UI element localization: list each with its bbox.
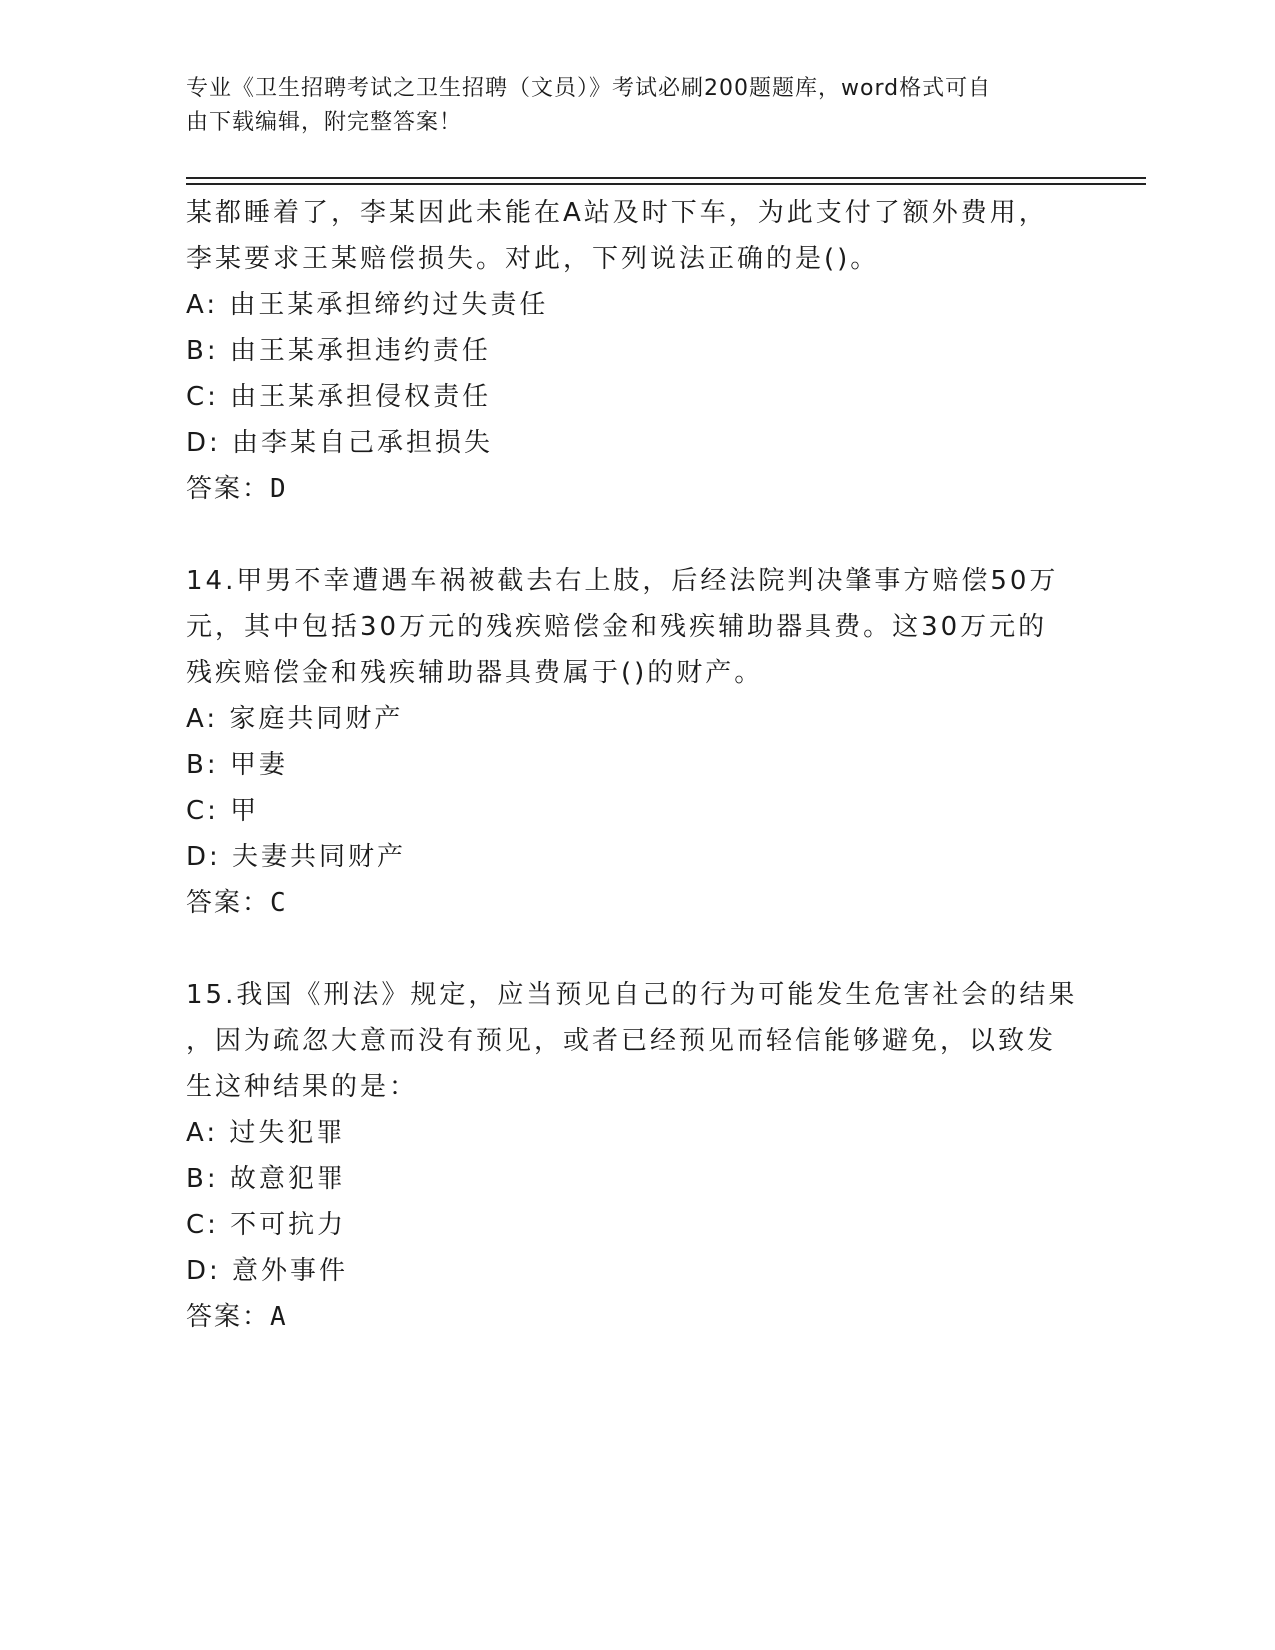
question-15-stem-line-3: 生这种结果的是： — [186, 1072, 419, 1102]
question-15-stem-line-2: ，因为疏忽大意而没有预见，或者已经预见而轻信能够避免，以致发 — [186, 1026, 1057, 1056]
question-13-option-c: C: 由王某承担侵权责任 — [186, 382, 492, 412]
question-15 — [186, 972, 1086, 1340]
question-13-option-a: A: 由王某承担缔约过失责任 — [186, 290, 549, 320]
question-14-option-b: B: 甲妻 — [186, 750, 288, 780]
question-14-answer: 答案：C — [186, 888, 288, 918]
question-13-stem-line-2: 李某要求王某赔偿损失。对此，下列说法正确的是()。 — [186, 244, 880, 274]
question-15-option-c: C: 不可抗力 — [186, 1210, 347, 1240]
question-spacer — [186, 926, 1086, 972]
question-14-option-a: A: 家庭共同财产 — [186, 704, 404, 734]
question-13 — [186, 190, 1086, 512]
question-14 — [186, 558, 1086, 926]
question-14-option-d: D: 夫妻共同财产 — [186, 842, 407, 872]
question-14-stem-line-1: 14.甲男不幸遭遇车祸被截去右上肢，后经法院判决肇事方赔偿50万 — [186, 566, 1059, 596]
question-15-option-b: B: 故意犯罪 — [186, 1164, 346, 1194]
header-divider-bottom — [186, 183, 1146, 185]
document-header — [186, 72, 1066, 140]
question-spacer — [186, 512, 1086, 558]
question-14-stem-line-2: 元，其中包括30万元的残疾赔偿金和残疾辅助器具费。这30万元的 — [186, 612, 1048, 642]
header-divider-top — [186, 177, 1146, 179]
header-line-1: 专业《卫生招聘考试之卫生招聘（文员）》考试必刷200题题库，word格式可自 — [186, 76, 992, 101]
question-15-stem-line-1: 15.我国《刑法》规定，应当预见自己的行为可能发生危害社会的结果 — [186, 980, 1078, 1010]
question-14-option-c: C: 甲 — [186, 796, 260, 826]
question-13-option-d: D: 由李某自己承担损失 — [186, 428, 494, 458]
question-15-answer: 答案：A — [186, 1302, 288, 1332]
header-line-2: 由下载编辑，附完整答案！ — [186, 110, 463, 135]
question-13-option-b: B: 由王某承担违约责任 — [186, 336, 491, 366]
question-14-stem-line-3: 残疾赔偿金和残疾辅助器具费属于()的财产。 — [186, 658, 764, 688]
question-13-stem-line-1: 某都睡着了，李某因此未能在A站及时下车，为此支付了额外费用， — [186, 198, 1048, 228]
question-13-answer: 答案：D — [186, 474, 288, 504]
question-15-option-d: D: 意外事件 — [186, 1256, 349, 1286]
question-list — [186, 190, 1086, 1340]
question-15-option-a: A: 过失犯罪 — [186, 1118, 346, 1148]
